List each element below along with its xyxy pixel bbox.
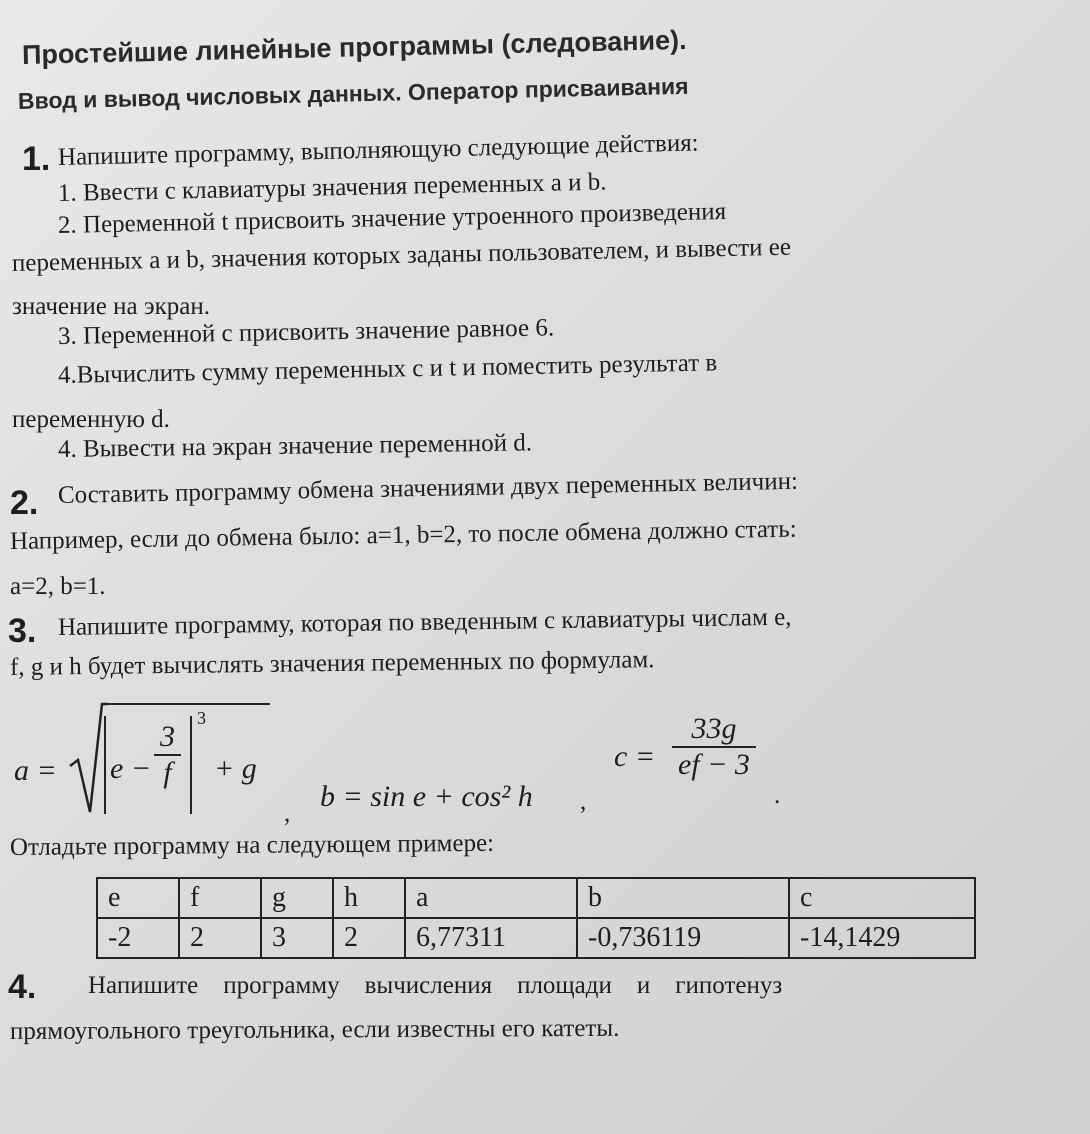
table-header-cell: g <box>261 878 333 918</box>
task-4-line-2: прямоугольного треугольника, если известны его катеты. <box>9 1014 620 1045</box>
task-4-line-1: Напишите программу вычисления площади и гипотенуз <box>88 972 783 999</box>
task-1-intro: Напишите программу, выполняющую следующие действия: <box>57 129 699 171</box>
task-1-step-3: 3. Переменной c присвоить значение равное 6. <box>57 314 555 350</box>
table-header-cell: a <box>405 878 577 918</box>
task-1-step-2b: переменных a и b, значения которых заданы пользователем, и вывести ее <box>11 233 792 277</box>
task-3-line-1: Напишите программу, которая по введенным с клавиатуры числам e, <box>57 603 792 641</box>
formula-a-numerator: 3 <box>154 720 181 756</box>
table-cell: 2 <box>333 918 405 958</box>
table-row <box>97 918 975 958</box>
formula-c-fraction <box>672 712 756 782</box>
table-header-cell: c <box>789 878 975 918</box>
formula-b: b = sin e + cos² h <box>320 780 533 813</box>
table-cell: 3 <box>261 918 333 958</box>
formula-comma-2: , <box>580 788 587 815</box>
table-header-row <box>97 878 975 918</box>
table-cell: -0,736119 <box>577 918 789 958</box>
formula-comma-1: , <box>284 800 291 827</box>
task-2-line-2: Например, если до обмена было: a=1, b=2, то после обмена должно стать: <box>9 515 797 555</box>
table-header-cell: b <box>577 878 789 918</box>
example-table <box>96 877 976 959</box>
debug-instruction: Отладьте программу на следующем примере: <box>9 829 495 861</box>
formula-a-power: 3 <box>197 708 206 728</box>
task-1-step-1: 1. Ввести с клавиатуры значения переменных a и b. <box>57 168 607 207</box>
abs-bar-right <box>190 716 192 814</box>
task-2-number: 2. <box>10 484 39 522</box>
task-2-line-1: Составить программу обмена значениями двух переменных величин: <box>57 467 799 509</box>
task-1-number: 1. <box>22 140 51 178</box>
sqrt-bar <box>106 703 270 705</box>
formula-a-denominator: f <box>163 756 172 789</box>
formula-period: . <box>774 782 781 809</box>
table-header-cell: e <box>97 878 179 918</box>
task-1-step-4b: переменную d. <box>12 406 170 433</box>
table-header-cell: f <box>179 878 261 918</box>
task-1-step-2c: значение на экран. <box>12 293 210 320</box>
formula-c-lhs: c = <box>614 740 656 773</box>
formula-c-denominator: ef − 3 <box>678 748 750 781</box>
task-1-step-2a: 2. Переменной t присвоить значение утроенного произведения <box>57 198 727 239</box>
formula-a-tail: + g <box>214 752 257 785</box>
task-1-step-5: 4. Вывести на экран значение переменной d. <box>57 429 533 463</box>
abs-bar-left <box>104 716 106 814</box>
task-3-number: 3. <box>8 612 37 650</box>
task-2-line-3: a=2, b=1. <box>10 573 106 600</box>
table-header-cell: h <box>333 878 405 918</box>
page-title: Простейшие линейные программы (следование). <box>21 24 687 70</box>
formula-a-lhs: a = <box>14 754 57 787</box>
formula-a-fraction <box>154 720 181 790</box>
task-4-number: 4. <box>8 968 37 1006</box>
table-cell: -2 <box>97 918 179 958</box>
table-cell: 6,77311 <box>405 918 577 958</box>
formula-c-numerator: 33g <box>672 712 756 748</box>
table-cell: 2 <box>179 918 261 958</box>
table-cell: -14,1429 <box>789 918 975 958</box>
sqrt-sign-icon <box>68 700 108 820</box>
formula-a-e: e − <box>110 752 152 785</box>
page-subtitle: Ввод и вывод числовых данных. Оператор присваивания <box>17 72 689 114</box>
task-1-step-4a: 4.Вычислить сумму переменных c и t и поместить результат в <box>57 349 718 389</box>
task-3-line-2: f, g и h будет вычислять значения переменных по формулам. <box>9 646 655 681</box>
